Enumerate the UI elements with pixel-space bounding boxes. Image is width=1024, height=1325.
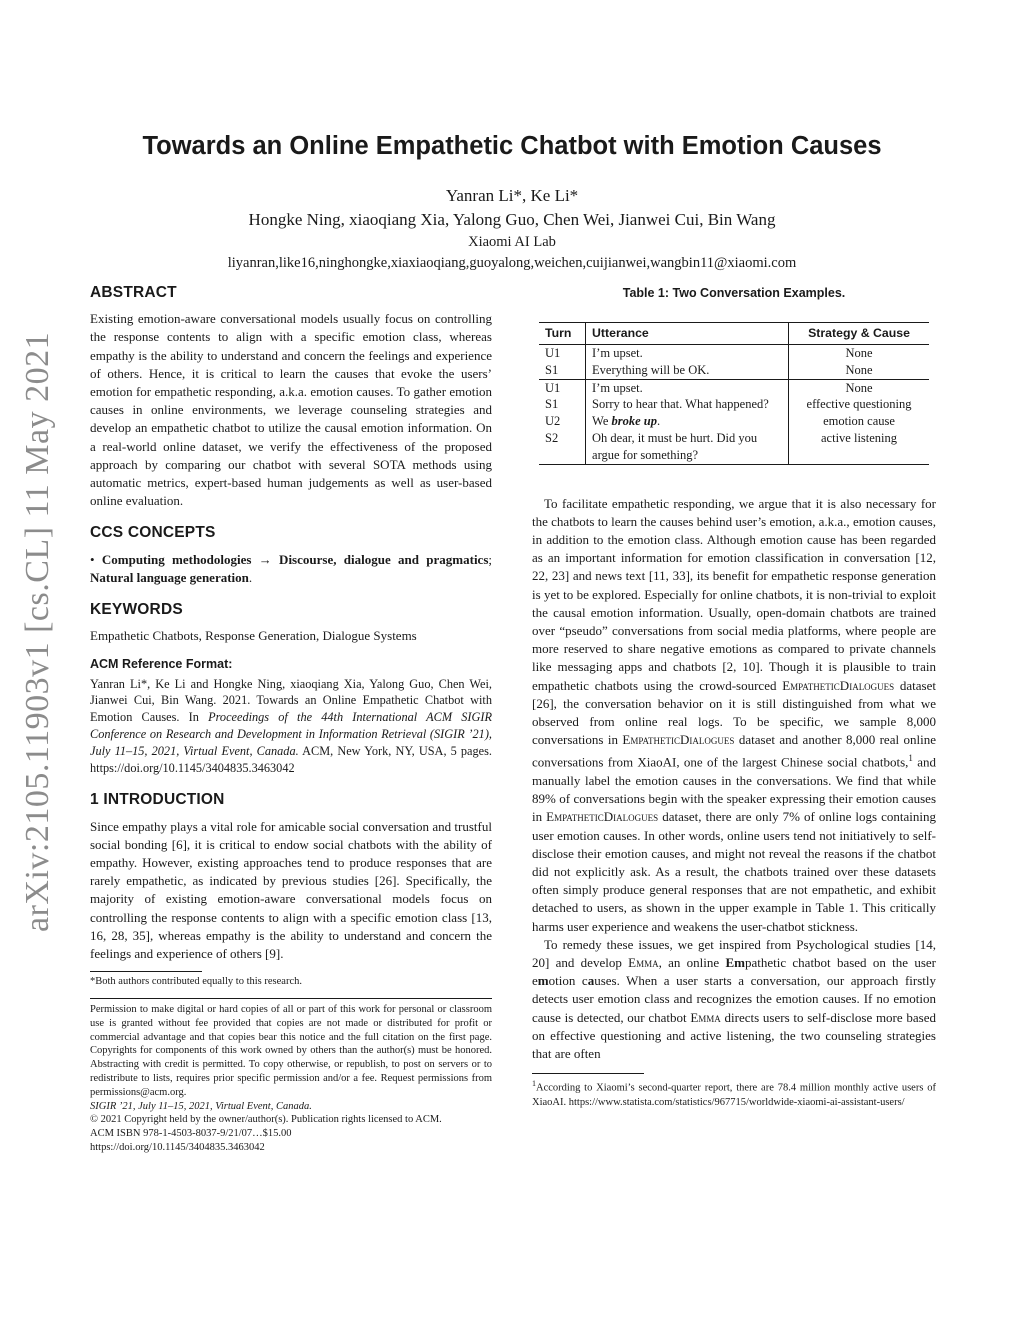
author-line-secondary: Hongke Ning, xiaoqiang Xia, Yalong Guo, Chen Wei, Jianwei Cui, Bin Wang xyxy=(248,210,776,229)
author-emails: liyanran,like16,ninghongke,xiaxiaoqiang,guoyalong,weichen,cuijianwei,wangbin11@xiaomi.com xyxy=(227,255,797,271)
system-name: Emma xyxy=(690,1009,721,1025)
footnote-marker[interactable]: 1 xyxy=(908,753,913,764)
cell-utterance: Oh dear, it must be hurt. Did you argue for something? xyxy=(586,430,789,464)
acm-ref-heading: ACM Reference Format: xyxy=(90,657,233,672)
cell-cause: active listening xyxy=(789,430,929,464)
intro-paragraph-2: To facilitate empathetic responding, we argue that it is also necessary for the chatbots to learn the causes behind user’s emotion, a.k.a., emotion causes, in addition to the emotion class. Although emotion cause has been regarded as an important information for emotion classification in conversation [12, 22, 23] and news text [11, 33], its benefit for empathetic response generation is yet to be explored. Especially for online chatbots, it is non-trivial to exploit the causal emotion information. Usually, open-domain chatbots are trained over “pseudo” conversations from social media platforms, where people are more reserved to share negative emotions as compared to private channels like messaging apps and chatbots [2, 10]. Though it is plausible to train empathetic chatbots using the crowd-sourced EmpatheticDialogues dataset [26], the conversation behavior on it is still distinguished from what we observed from online real logs. To be specific, we sample 8,000 conversations in EmpatheticDialogues dataset and another 8,000 real online conversations from XiaoAI, one of the largest Chinese social chatbots,$^1$ and manually label the emotion causes in the conversations. We find that while 89% of conversations begin with the speaker expressing their emotion causes in EmpatheticDialogues dataset, there are only 7% of online logs containing user emotion causes. In other words, online users tend not initiatively to self-disclose their emotion causes, and might not reveal the reasons if the chatbot did not explicitly ask. As a result, the chatbots trained over these datasets often simply produce general responses that are not empathetic, and exhibit detached to users, as shown in the upper example in Table 1. This critically harms user experience and weakens the user-chatbot stickness. xyxy=(532,495,937,934)
affiliation: Xiaomi AI Lab xyxy=(468,234,556,250)
ccs-bullet: • xyxy=(90,551,95,567)
cell-utterance: I’m upset. xyxy=(586,345,789,362)
footnote-rule xyxy=(532,1073,644,1074)
cell-turn: S2 xyxy=(539,430,586,464)
ccs-separator: ; xyxy=(488,551,493,567)
dataset-name: EmpatheticDialogues xyxy=(782,677,895,693)
intro-paragraph-1: Since empathy plays a vital role for amicable social conversation and trustful social bonding [6], it is critical to endow social chatbots with the ability of empathy. However, existing approaches tend to produce responses that are rarely empathetic, as indicated by previous studies [26]. Specifically, the majority of existing emotion-aware conversational models focus on controlling the response contents to align with a specific emotion class [13, 16, 28, 35], whereas empathy is the ability to understand and concern the feelings and experience of others [9]. xyxy=(90,818,492,962)
conference-info: SIGIR ’21, July 11–15, 2021, Virtual Event, Canada. xyxy=(90,1100,312,1112)
ccs-heading: CCS CONCEPTS xyxy=(90,524,216,542)
ccs-item-nlg: Natural language generation xyxy=(90,569,249,585)
cell-cause: None xyxy=(845,346,873,360)
table-row xyxy=(539,396,929,413)
table-row xyxy=(539,345,929,362)
doi-link[interactable]: https://doi.org/10.1145/3404835.3463042 xyxy=(90,1142,265,1154)
cell-cause: None xyxy=(845,362,873,377)
emotion-cause-highlight: broke up xyxy=(611,414,658,429)
intro-paragraph-3: To remedy these issues, we get inspired from Psychological studies [14, 20] and develop Emma, an online Empathetic chatbot based on the user emotion causes. When a user starts a conversation, our approach firstly detects user emotion class and recognizes the emotion causes. If no emotion cause is detected, our chatbot Emma directs users to self-disclose more based on effective questioning and active listening, the two counseling strategies that are often xyxy=(532,936,936,1061)
abstract-text: Existing emotion-aware conversational models usually focus on controlling the response contents to align with a specific emotion class, whereas empathy is the ability to understand and concern the feelings and experience of others. Hence, it is critical to learn the causes that evoke the users’ emotion for empathetic responding, a.k.a. emotion causes. To gather emotion causes in online environments, we leverage counseling strategies and develop an empathetic chatbot to utilize the causal emotion information. On a real-world online dataset, we verify the effectiveness of the proposed approach by comparing our chatbot with several SOTA methods using automatic metrics, expert-based human judgements as well as user-based online evaluation. xyxy=(90,311,492,509)
table-row xyxy=(539,362,929,379)
paper-title: Towards an Online Empathetic Chatbot with Emotion Causes xyxy=(142,132,882,160)
table-header-row xyxy=(539,323,929,345)
acm-ref-venue: Proceedings of the 44th International ACM SIGIR Conference on Research and Development in Information Retrieval (SIGIR ’21), July 11–15, 2021, Virtual Event, Canada. xyxy=(90,710,493,758)
isbn: ACM ISBN 978-1-4503-8037-9/21/07…$15.00 xyxy=(90,1128,292,1140)
ccs-end: . xyxy=(248,569,253,585)
keywords-text: Empathetic Chatbots, Response Generation, Dialogue Systems xyxy=(90,628,417,644)
permission-notice: Permission to make digital or hard copies of all or part of this work for personal or classroom use is granted without fee provided that copies are not made or distributed for profit or commercial advantage and that copies bear this notice and the full citation on the first page. Copyrights for components of this work owned by others than the author(s) must be honored. Abstracting with credit is permitted. To copy otherwise, or republish, to post on servers or to redistribute to lists, requires prior specific permission and/or a fee. Request permissions from permissions@acm.org. xyxy=(90,1004,492,1098)
system-name: Emma xyxy=(628,954,659,970)
right-column xyxy=(532,284,936,1109)
cell-utterance: We broke up. xyxy=(586,413,789,430)
conversation-table xyxy=(539,322,929,464)
arxiv-identifier-stamp: arXiv:2105.11903v1 [cs.CL] 11 May 2021 xyxy=(19,331,56,932)
footnote-equal-contribution: *Both authors contributed equally to this research. xyxy=(90,976,302,988)
header-utterance: Utterance xyxy=(586,323,789,345)
cell-utterance: Everything will be OK. xyxy=(586,362,789,379)
footnote-1: $^1$According to Xiaomi’s second-quarter report, there are 78.4 million monthly active users of XiaoAI. https://www.statista.com/statistics/967715/worldwide-xiaomi-ai-assistant-users/ xyxy=(532,1079,936,1108)
cell-utterance: Sorry to hear that. What happened? xyxy=(586,396,789,413)
cell-cause: emotion cause xyxy=(823,414,895,429)
cell-turn: S1 xyxy=(539,396,586,413)
dataset-name: EmpatheticDialogues xyxy=(622,732,735,748)
cell-turn: U1 xyxy=(539,379,586,396)
header-strategy-cause: Strategy & Cause xyxy=(789,323,929,345)
acm-ref-publisher: ACM, New York, NY, USA, 5 pages. https://doi.org/10.1145/3404835.3463042 xyxy=(90,743,492,775)
cell-turn: U2 xyxy=(539,413,586,430)
cell-turn: S1 xyxy=(539,362,586,379)
table-row xyxy=(539,413,929,430)
left-column xyxy=(90,284,492,1155)
footnote-rule xyxy=(90,971,202,972)
abstract-heading: ABSTRACT xyxy=(90,284,177,301)
header-turn: Turn xyxy=(539,323,586,345)
cell-cause: None xyxy=(789,379,929,396)
table-row xyxy=(539,379,929,396)
table-caption: Table 1: Two Conversation Examples. xyxy=(622,286,846,300)
permission-rule xyxy=(90,998,492,999)
dataset-name: EmpatheticDialogues xyxy=(546,809,659,825)
acm-ref-text xyxy=(90,676,492,777)
cell-utterance: I’m upset. xyxy=(586,379,789,396)
author-line-primary: Yanran Li*, Ke Li* xyxy=(445,186,579,205)
keywords-heading: KEYWORDS xyxy=(90,601,183,619)
cell-turn: U1 xyxy=(539,345,586,362)
copyright-notice: © 2021 Copyright held by the owner/author(s). Publication rights licensed to ACM. xyxy=(90,1114,442,1126)
ccs-concepts xyxy=(90,551,492,587)
cell-cause: effective questioning xyxy=(806,397,912,412)
acm-ref-authors: Yanran Li*, Ke Li and Hongke Ning, xiaoqiang Xia, Yalong Guo, Chen Wei, Jianwei Cui, Bin Wang. 2021. Towards an Online Empathetic Chatbot with Emotion Causes. In xyxy=(90,676,492,725)
table-row xyxy=(539,430,929,464)
intro-heading: 1 INTRODUCTION xyxy=(90,791,225,809)
ccs-item-computing: Computing methodologies → Discourse, dialogue and pragmatics xyxy=(101,551,489,567)
